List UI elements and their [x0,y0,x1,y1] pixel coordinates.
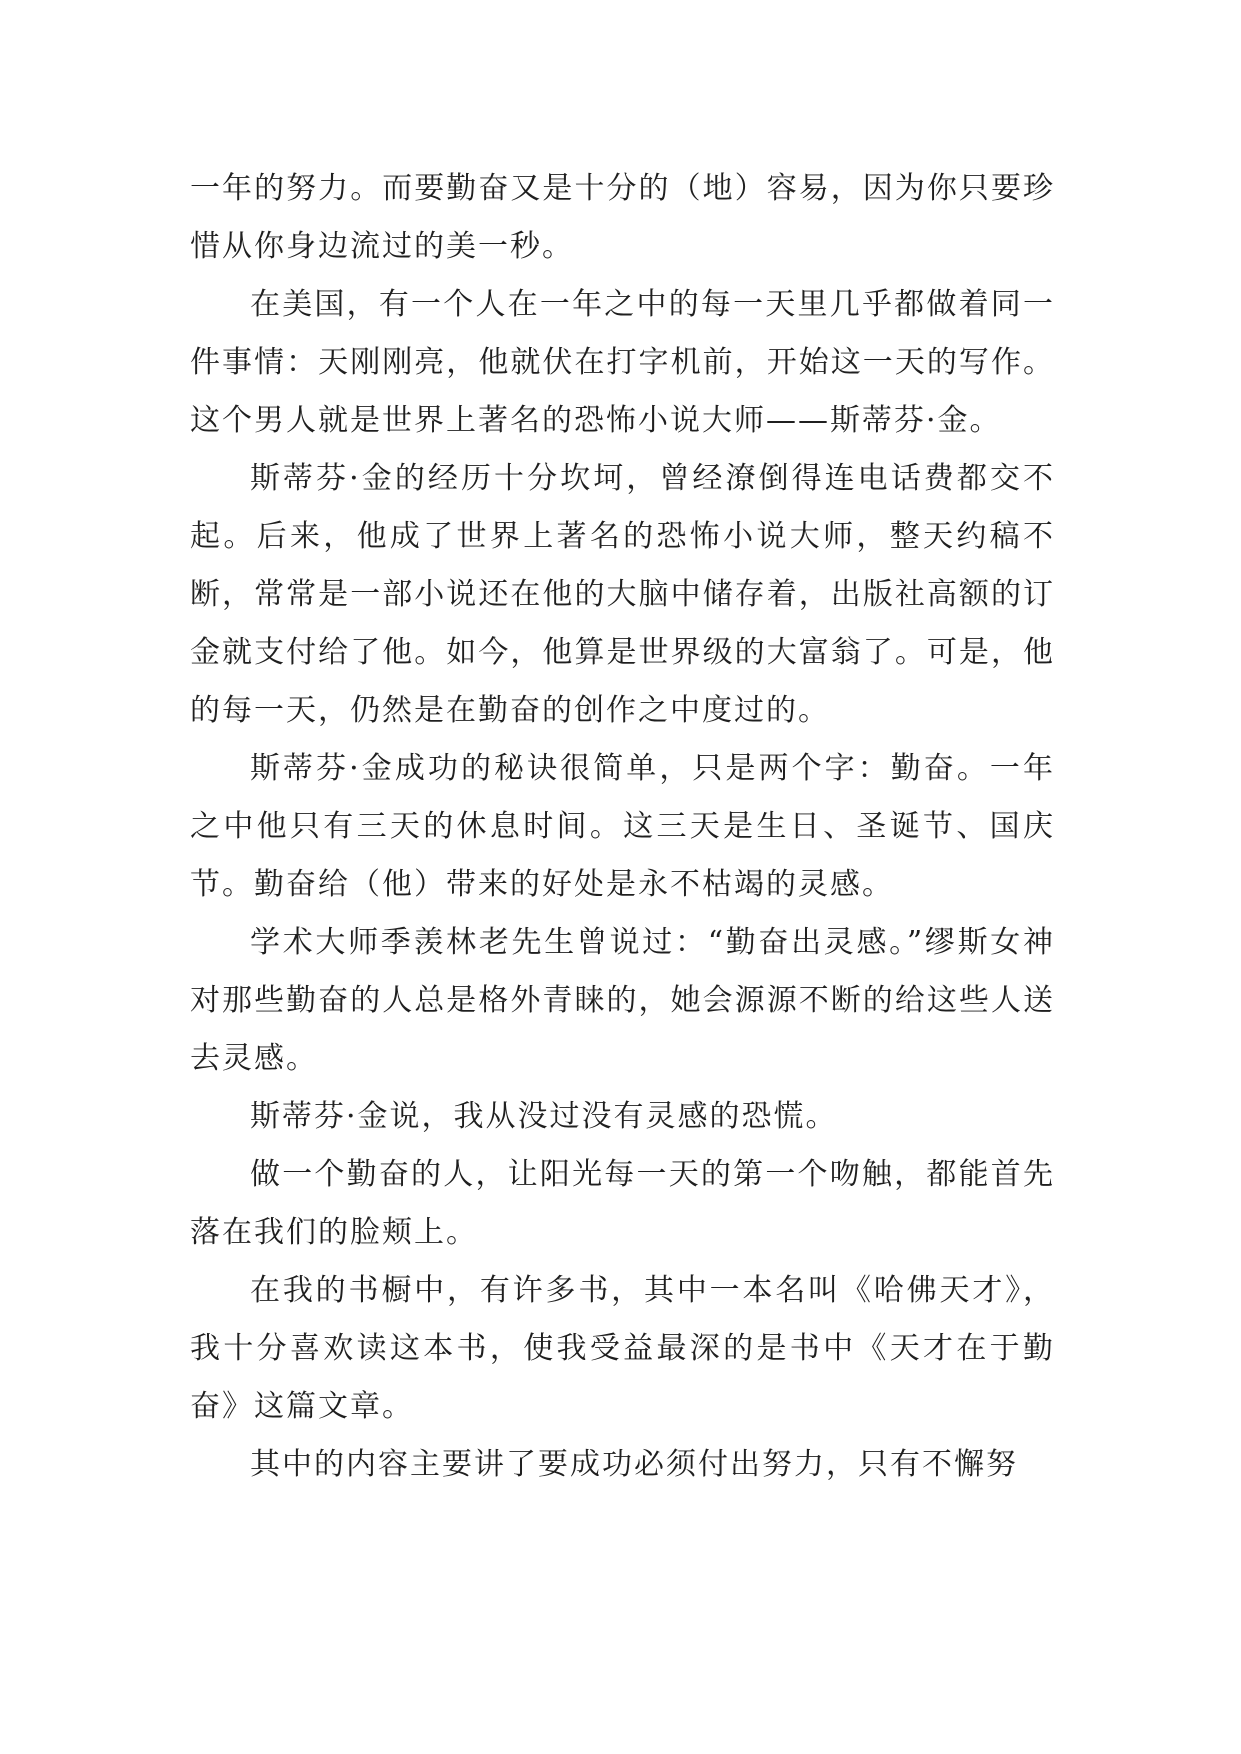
document-page [190,160,1055,1494]
paragraph-2: 在美国，有一个人在一年之中的每一天里几乎都做着同一件事情：天刚刚亮，他就伏在打字机前，开始这一天的写作。这个男人就是世界上著名的恐怖小说大师——斯蒂芬·金。 [190,287,1055,438]
paragraph-4: 斯蒂芬·金成功的秘诀很简单，只是两个字：勤奋。一年之中他只有三天的休息时间。这三天是生日、圣诞节、国庆节。勤奋给（他）带来的好处是永不枯竭的灵感。 [190,751,1055,902]
paragraph-5: 学术大师季羡林老先生曾说过：“勤奋出灵感。”缪斯女神对那些勤奋的人总是格外青睐的，她会源源不断的给这些人送去灵感。 [190,925,1055,1076]
paragraph-6: 斯蒂芬·金说，我从没过没有灵感的恐慌。 [250,1099,838,1134]
paragraph-3: 斯蒂芬·金的经历十分坎坷，曾经潦倒得连电话费都交不起。后来，他成了世界上著名的恐怖小说大师，整天约稿不断，常常是一部小说还在他的大脑中储存着，出版社高额的订金就支付给了他。如今，他算是世界级的大富翁了。可是，他的每一天，仍然是在勤奋的创作之中度过的。 [190,461,1055,728]
paragraph-7: 做一个勤奋的人，让阳光每一天的第一个吻触，都能首先落在我们的脸颊上。 [190,1157,1055,1250]
paragraph-8: 在我的书橱中，有许多书，其中一本名叫《哈佛天才》，我十分喜欢读这本书，使我受益最深的是书中《天才在于勤奋》这篇文章。 [190,1273,1055,1424]
paragraph-1: 一年的努力。而要勤奋又是十分的（地）容易，因为你只要珍惜从你身边流过的美一秒。 [190,171,1055,264]
paragraph-9: 其中的内容主要讲了要成功必须付出努力，只有不懈努 [250,1447,1018,1482]
